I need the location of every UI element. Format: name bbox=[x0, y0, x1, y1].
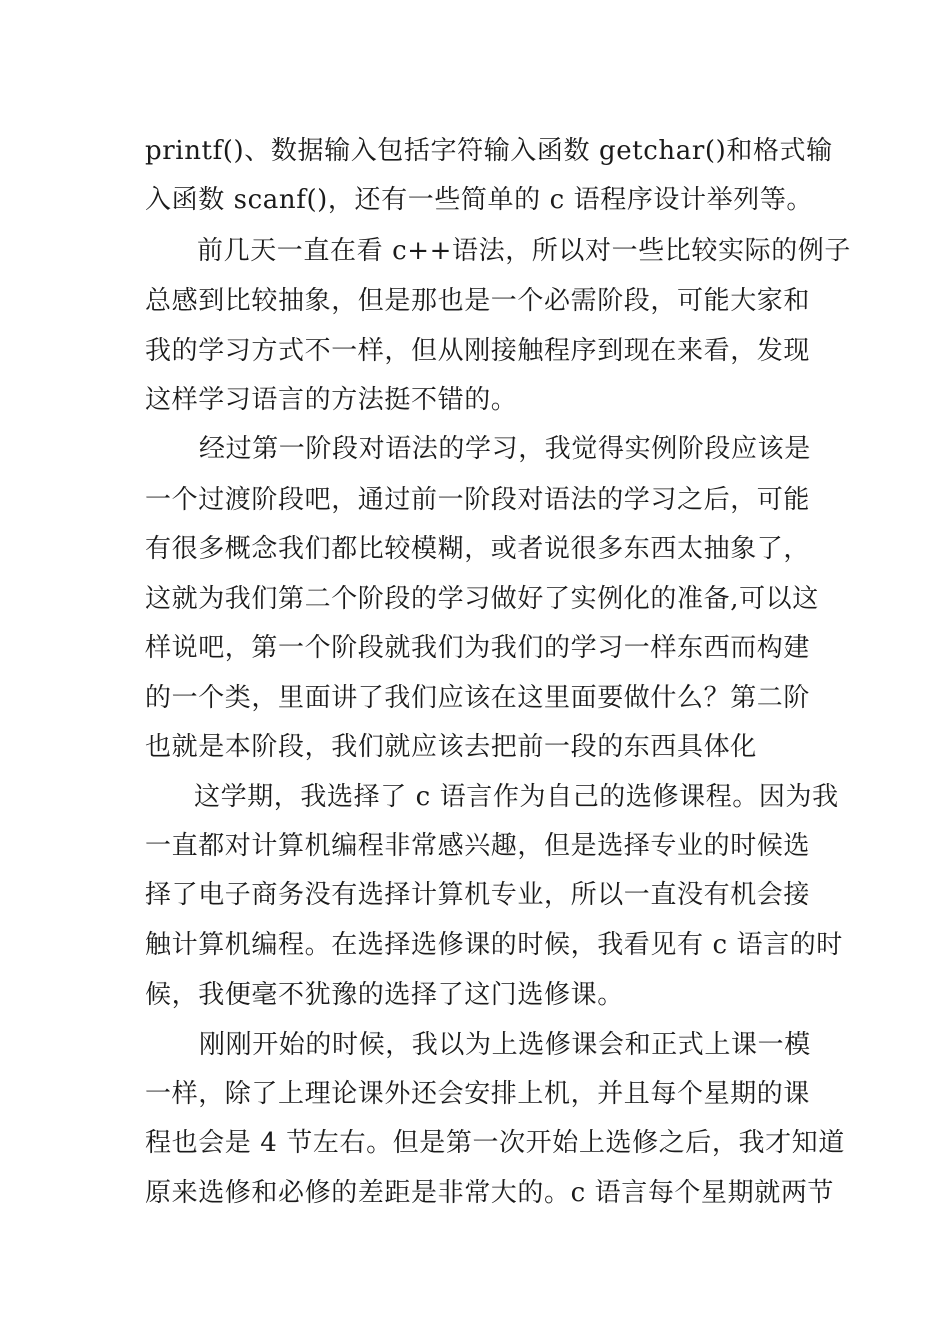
text-line: 也就是本阶段，我们就应该去把前一段的东西具体化 bbox=[145, 732, 757, 762]
text-line: 触计算机编程。在选择选修课的时候，我看见有 c 语言的时 bbox=[145, 930, 843, 960]
text-line: 原来选修和必修的差距是非常大的。c 语言每个星期就两节 bbox=[145, 1178, 835, 1208]
text-line: 的一个类，里面讲了我们应该在这里面要做什么？第二阶 bbox=[145, 683, 811, 713]
text-line: 一个过渡阶段吧，通过前一阶段对语法的学习之后，可能 bbox=[145, 485, 811, 515]
paragraph-first-line: 前几天一直在看 c++语法，所以对一些比较实际的例子 bbox=[197, 236, 851, 266]
text-line: 有很多概念我们都比较模糊，或者说很多东西太抽象了， bbox=[145, 534, 811, 564]
paragraph-first-line: 刚刚开始的时候，我以为上选修课会和正式上课一模 bbox=[199, 1030, 811, 1060]
text-line: 我的学习方式不一样，但从刚接触程序到现在来看，发现 bbox=[145, 336, 811, 366]
text-line: 这就为我们第二个阶段的学习做好了实例化的准备,可以这 bbox=[145, 584, 819, 614]
paragraph-first-line: 这学期，我选择了 c 语言作为自己的选修课程。因为我 bbox=[194, 782, 839, 812]
text-line: 一直都对计算机编程非常感兴趣，但是选择专业的时候选 bbox=[145, 831, 811, 861]
text-line: 候，我便毫不犹豫的选择了这门选修课。 bbox=[145, 980, 624, 1010]
text-line: 总感到比较抽象，但是那也是一个必需阶段，可能大家和 bbox=[145, 286, 811, 316]
paragraph-first-line: 经过第一阶段对语法的学习，我觉得实例阶段应该是 bbox=[199, 434, 811, 464]
text-line: 样说吧，第一个阶段就我们为我们的学习一样东西而构建 bbox=[145, 633, 811, 663]
text-line: 一样，除了上理论课外还会安排上机，并且每个星期的课 bbox=[145, 1079, 811, 1109]
text-line: printf()、数据输入包括字符输入函数 getchar()和格式输 bbox=[145, 136, 833, 166]
text-line: 择了电子商务没有选择计算机专业，所以一直没有机会接 bbox=[145, 880, 811, 910]
text-line: 程也会是 4 节左右。但是第一次开始上选修之后，我才知道 bbox=[145, 1128, 845, 1158]
text-line: 入函数 scanf()，还有一些简单的 c 语程序设计举列等。 bbox=[145, 185, 814, 215]
text-line: 这样学习语言的方法挺不错的。 bbox=[145, 385, 518, 415]
